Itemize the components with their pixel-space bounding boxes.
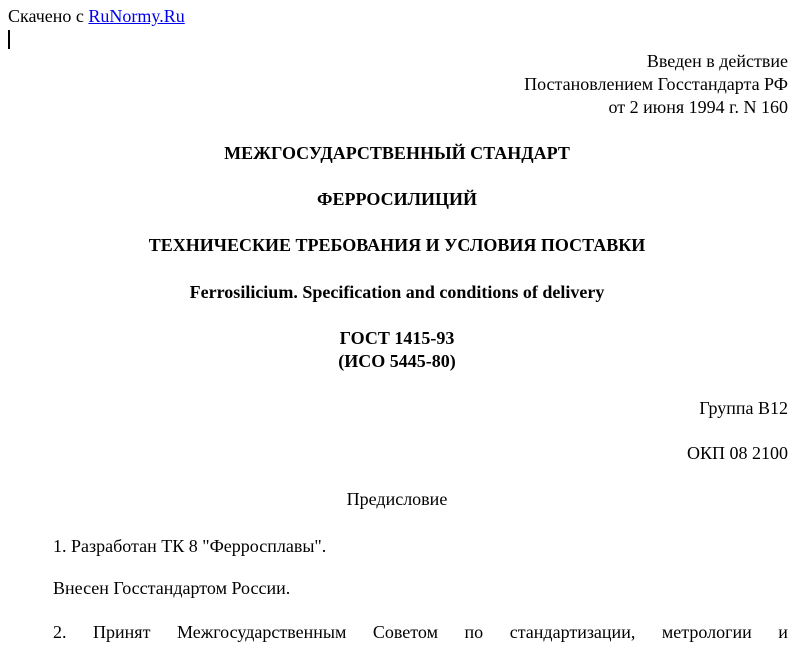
standard-name-heading: ФЕРРОСИЛИЦИЙ (317, 189, 477, 209)
standard-subtitle-heading: ТЕХНИЧЕСКИЕ ТРЕБОВАНИЯ И УСЛОВИЯ ПОСТАВКИ (148, 235, 646, 255)
item2-word: Межгосударственным (177, 622, 347, 642)
runormy-link[interactable]: RuNormy.Ru (88, 6, 185, 26)
download-source-line (8, 6, 185, 26)
intro-line-1: Введен в действие (646, 51, 788, 71)
foreword-item-2-line (53, 621, 788, 644)
iso-number: (ИСО 5445-80) (338, 351, 456, 371)
foreword-heading: Предисловие (346, 489, 448, 509)
gost-number: ГОСТ 1415-93 (339, 328, 455, 348)
item2-word: 2. (53, 622, 67, 642)
classification-okp: ОКП 08 2100 (686, 443, 788, 463)
item2-word: по (464, 622, 484, 642)
item2-word: и (778, 622, 788, 642)
item2-word: Принят (93, 622, 151, 642)
foreword-item-1: 1. Разработан ТК 8 "Ферросплавы". (53, 536, 327, 556)
item2-word: стандартизации, (509, 622, 636, 642)
intro-line-3: от 2 июня 1994 г. N 160 (608, 97, 788, 117)
item2-word: метрологии (661, 622, 752, 642)
foreword-introduced: Внесен Госстандартом России. (53, 578, 291, 598)
intro-line-2: Постановлением Госстандарта РФ (524, 74, 788, 94)
english-title: Ferrosilicium. Specification and conditions of delivery (189, 282, 605, 302)
standard-type-heading: МЕЖГОСУДАРСТВЕННЫЙ СТАНДАРТ (224, 143, 570, 163)
item2-word: Советом (372, 622, 438, 642)
text-cursor (8, 30, 10, 49)
download-source-prefix: Скачено с (8, 6, 84, 26)
classification-group: Группа В12 (699, 398, 788, 418)
